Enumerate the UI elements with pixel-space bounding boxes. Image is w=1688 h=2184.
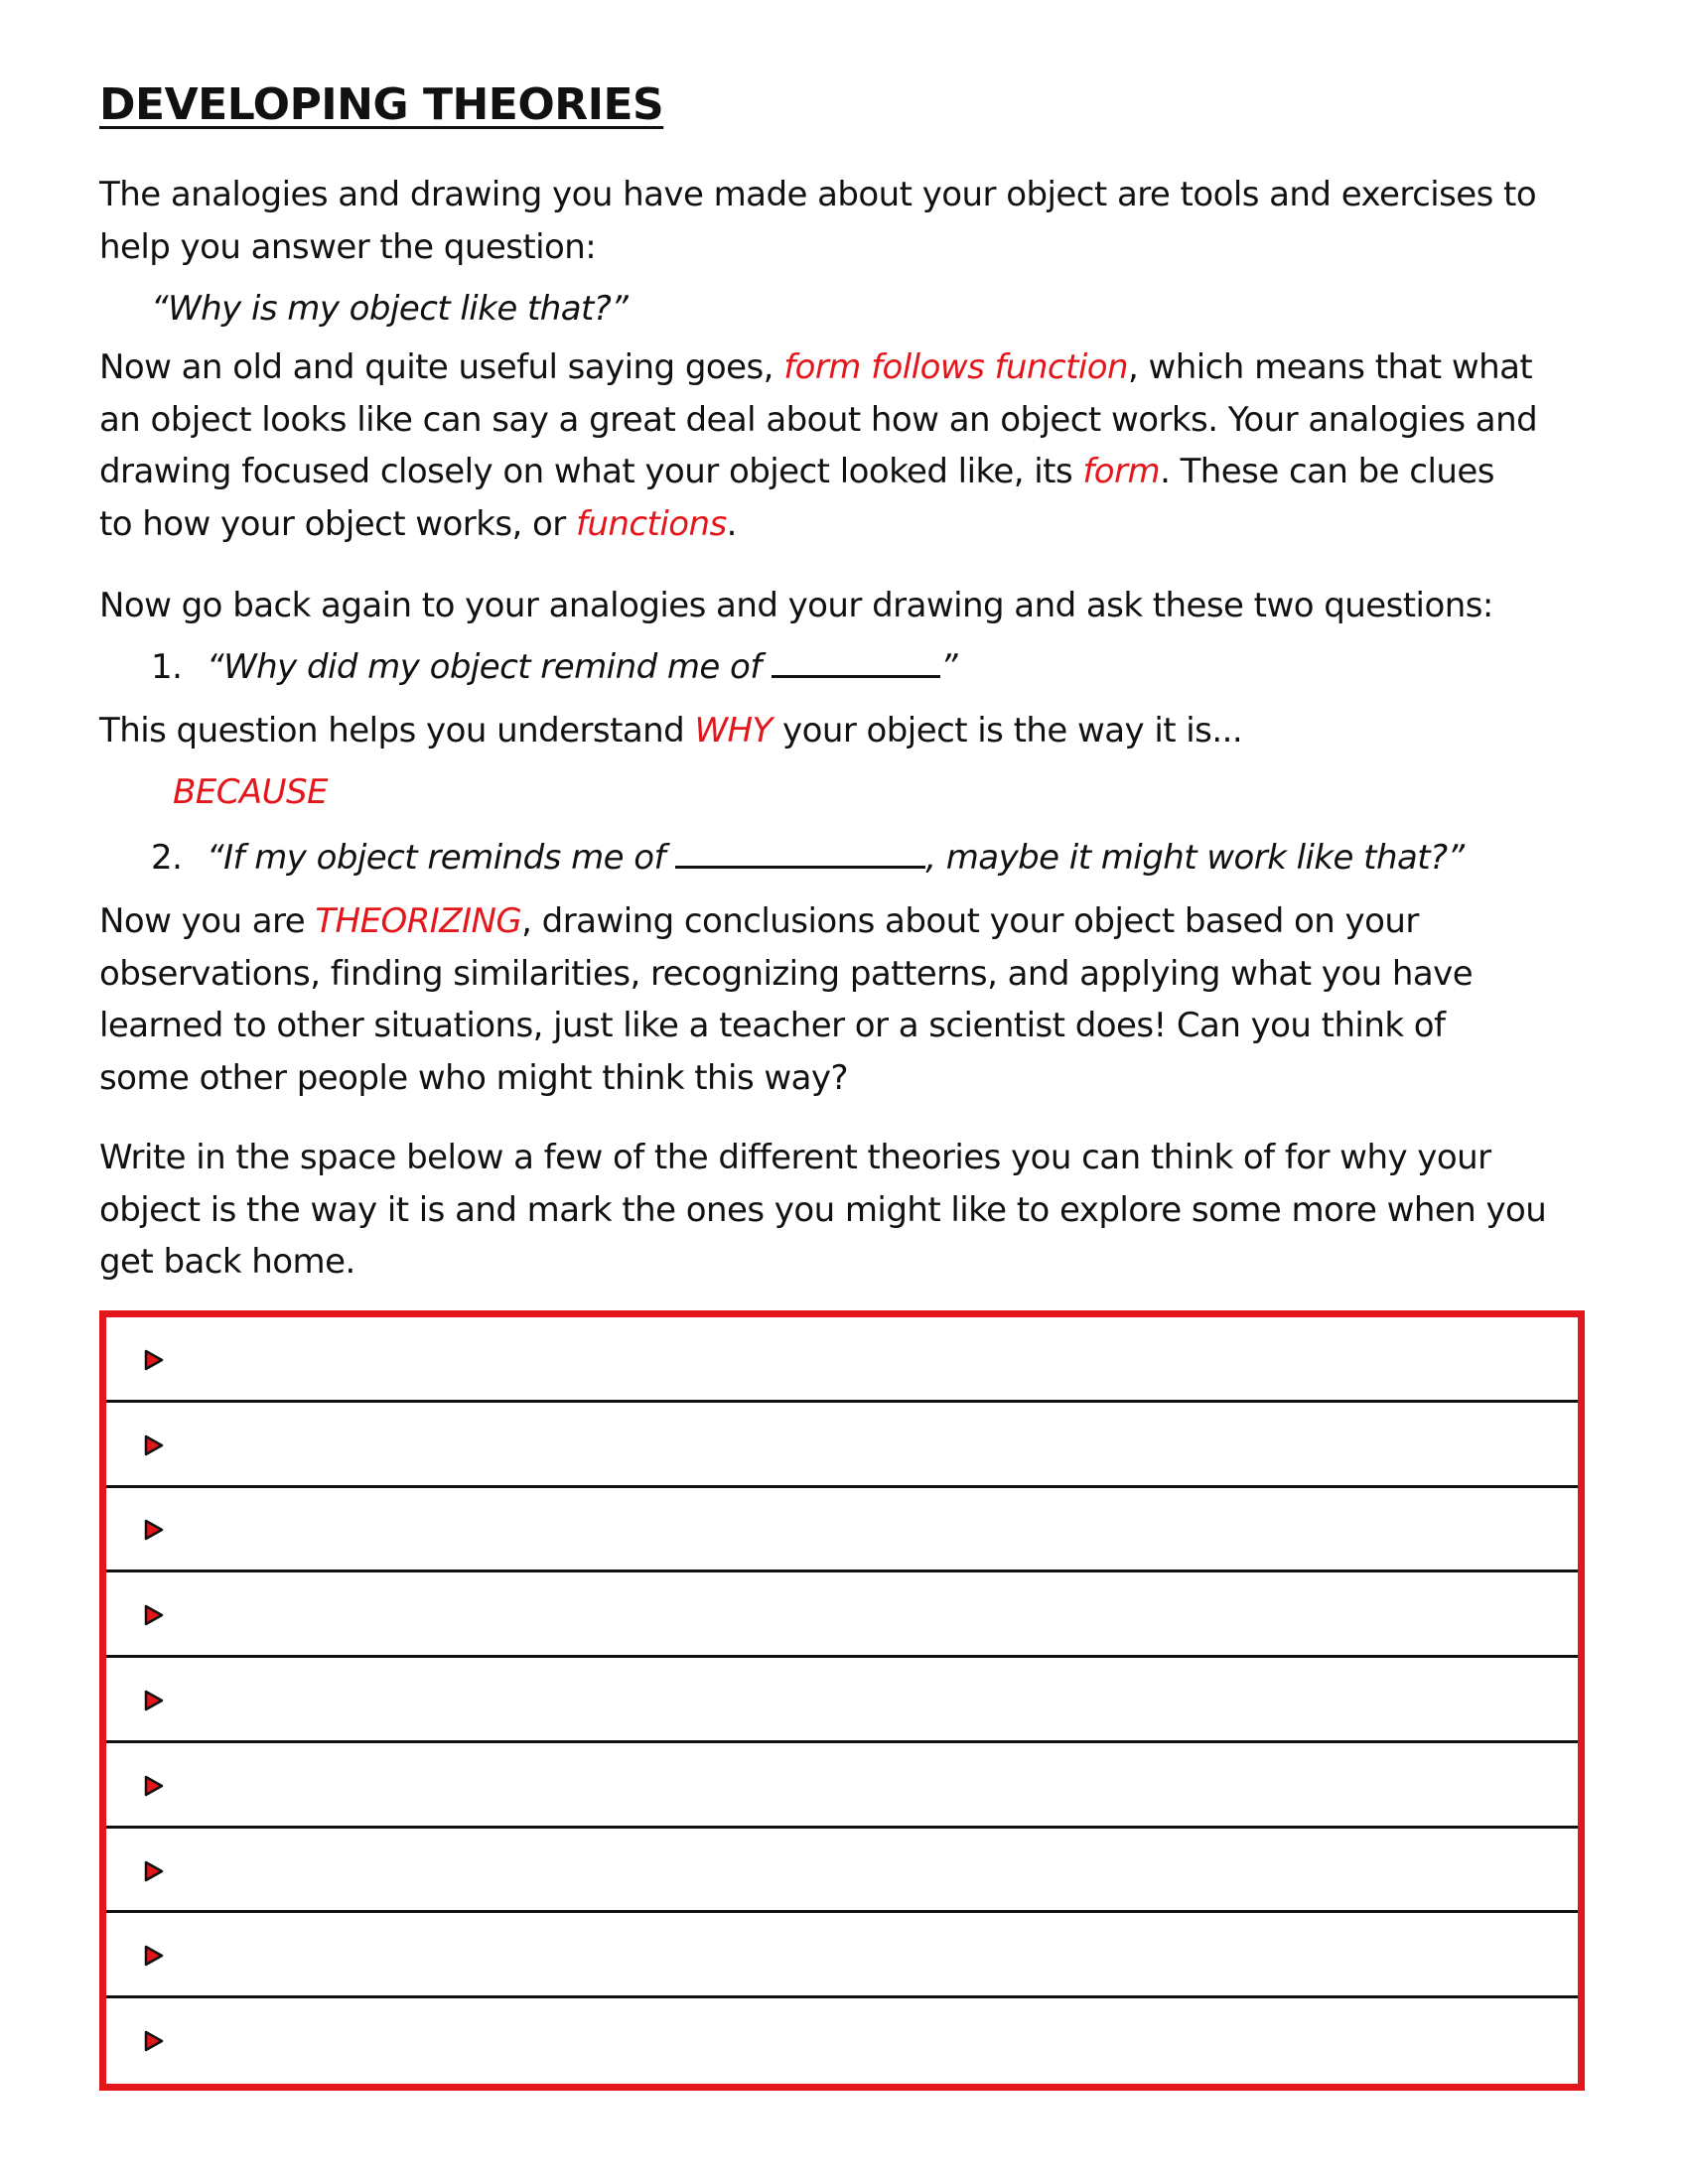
play-triangle-icon: [144, 1604, 164, 1626]
because-label: BECAUSE: [173, 772, 328, 812]
question-1: 1. “Why did my object remind me of ”: [151, 641, 957, 694]
highlight-theorizing: THEORIZING: [315, 901, 522, 941]
guiding-question: “Why is my object like that?”: [151, 289, 629, 329]
theory-answer-row[interactable]: [106, 1913, 1578, 1998]
theory-answer-row[interactable]: [106, 1317, 1578, 1403]
question-2: 2. “If my object reminds me of , maybe it might work like that?”: [151, 832, 1465, 885]
theory-answer-row[interactable]: [106, 1572, 1578, 1658]
theory-answer-row[interactable]: [106, 1403, 1578, 1488]
question-2-blank[interactable]: [675, 836, 925, 869]
intro-line-1: The analogies and drawing you have made about your object are tools and exercises to: [99, 175, 1537, 214]
question-2-number: 2.: [151, 838, 183, 878]
highlight-why: WHY: [694, 711, 773, 751]
intro-line-2: help you answer the question:: [99, 226, 597, 267]
play-triangle-icon: [144, 1349, 164, 1371]
theories-answer-box: [99, 1310, 1585, 2091]
question-1-number: 1.: [151, 647, 183, 687]
theorizing-paragraph: Now you are THEORIZING, drawing conclusions about your object based on your observations, finding similarities, recognizing patterns, and applying what you have learned to other situations, just like a teacher or a scientist does! Can you think of some other people who might think this way?: [99, 901, 1474, 1098]
play-triangle-icon: [144, 1775, 164, 1797]
page-title: DEVELOPING THEORIES: [99, 79, 664, 130]
play-triangle-icon: [144, 1519, 164, 1541]
ask-questions-line: Now go back again to your analogies and your drawing and ask these two questions:: [99, 586, 1493, 625]
play-triangle-icon: [144, 1434, 164, 1456]
highlight-functions: functions: [576, 503, 727, 544]
play-triangle-icon: [144, 1945, 164, 1967]
play-triangle-icon: [144, 1860, 164, 1882]
theory-answer-row[interactable]: [106, 1829, 1578, 1914]
question-1-blank[interactable]: [772, 645, 940, 678]
form-follows-function-paragraph: Now an old and quite useful saying goes, form follows function, which means that what an object looks like can say a great deal about how an object works. Your analogies and drawing focused closely on what your object looked like, its form. These can be clues to how your object works, or functions.: [99, 347, 1538, 544]
theory-answer-row[interactable]: [106, 1998, 1578, 2084]
theory-answer-row[interactable]: [106, 1488, 1578, 1573]
theory-answer-row[interactable]: [106, 1658, 1578, 1743]
intro-paragraph: [99, 169, 1536, 273]
play-triangle-icon: [144, 2030, 164, 2052]
play-triangle-icon: [144, 1690, 164, 1711]
why-line: This question helps you understand WHY your object is the way it is...: [99, 711, 1243, 751]
write-instructions: Write in the space below a few of the different theories you can think of for why your object is the way it is and mark the ones you might like to explore some more when you get back home.: [99, 1138, 1547, 1282]
theory-answer-row[interactable]: [106, 1743, 1578, 1829]
highlight-form-follows-function: form follows function: [783, 347, 1128, 387]
highlight-form: form: [1082, 452, 1161, 491]
